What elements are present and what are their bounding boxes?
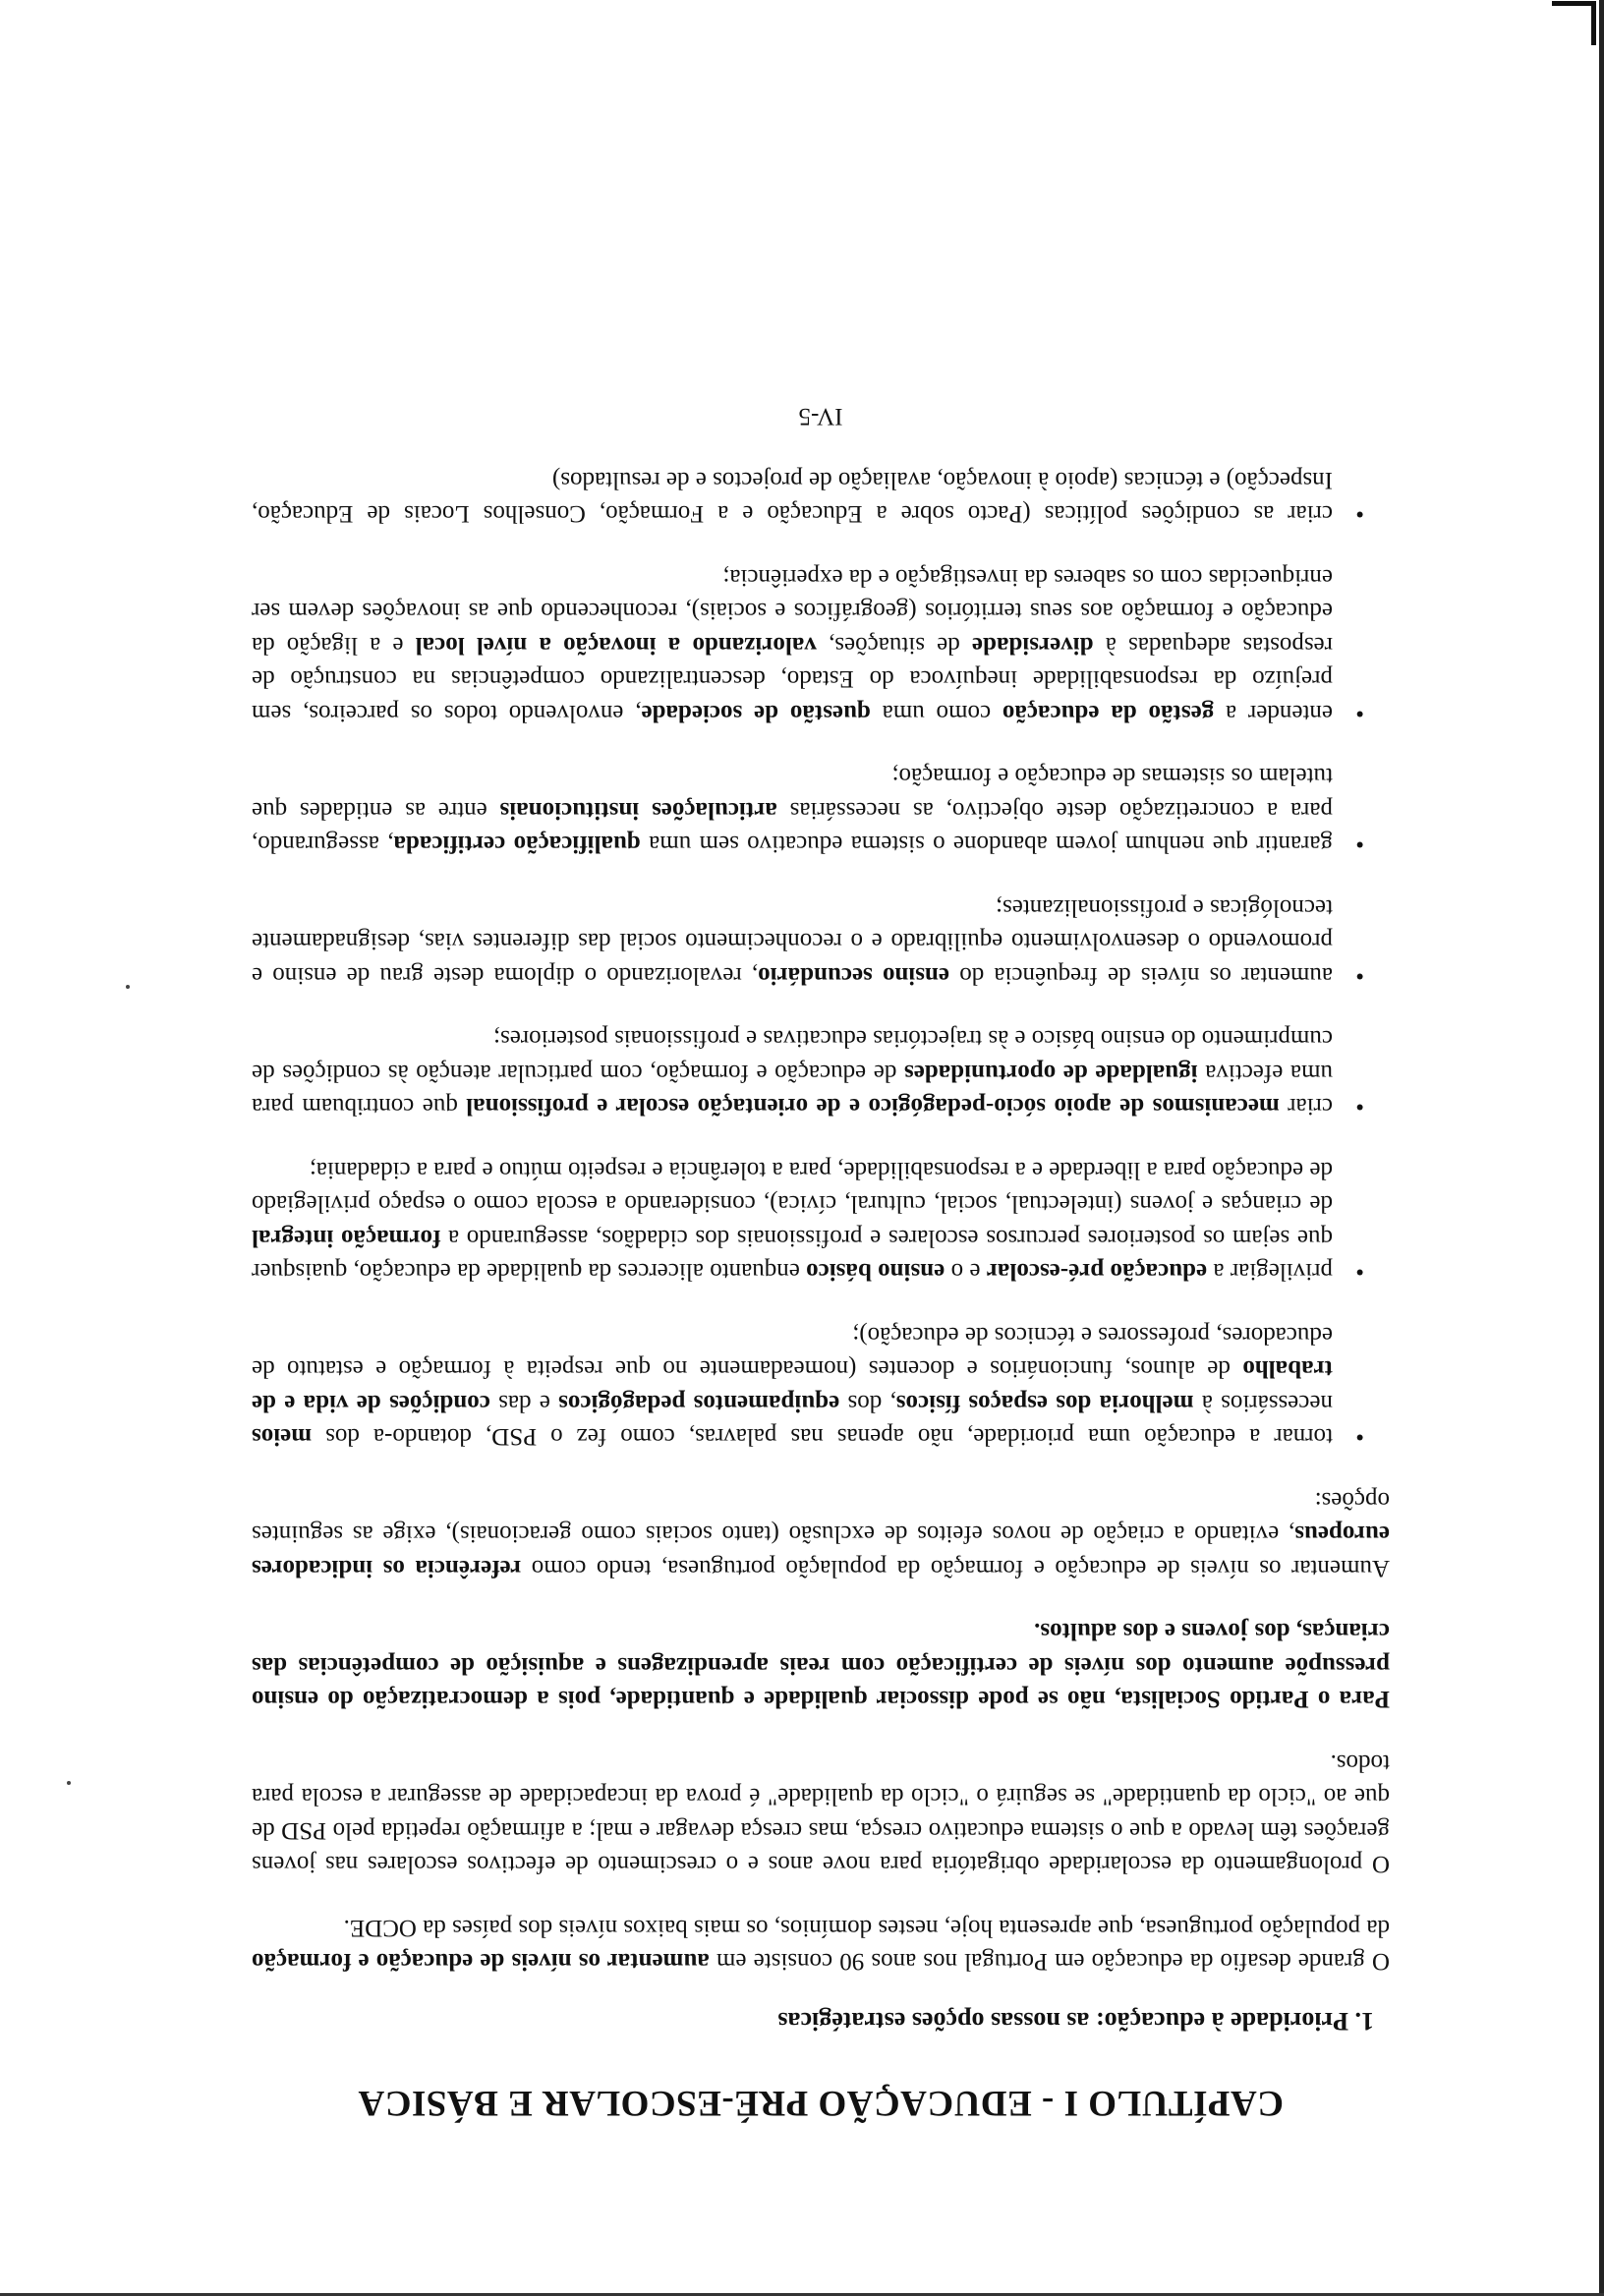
paragraph-1: O grande desafio da educação em Portugal nos anos 90 consiste em aumentar os níveis de educação e formação da população portuguesa, que apresenta hoje, nestes domínios, os mais baixos níveis dos países da OCDE. bbox=[252, 1915, 1390, 1976]
options-list bbox=[252, 463, 1390, 1454]
list-item: • privilegiar a educação pré-escolar e o ensino básico enquanto alicerces da qualidade da educação, quaisquer que sejam os posteriores percursos escolares e profissionais dos cidadãos, assegurando a formação integral de crianças e jovens (intelectual, social, cultural, cívica), considerando a escola como o espaço privilegiado de educação para a liberdade e a responsabilidade, para a tolerância e respeito mútuo e para a cidadania; bbox=[252, 1153, 1364, 1289]
scan-border-left bbox=[1599, 0, 1604, 2296]
scan-speck bbox=[126, 985, 130, 989]
chapter-title: CAPÍTULO I - EDUCAÇÃO PRÉ-ESCOLAR E BÁSICA bbox=[358, 2083, 1284, 2123]
list-item: • garantir que nenhum jovem abandone o sistema educativo sem uma qualificação certificada, assegurando, para a concretização deste objectivo, as necessárias articulações institucionais entre as entidades que tutelam os sistemas de educação e formação; bbox=[252, 759, 1364, 861]
list-item: • entender a gestão da educação como uma questão de sociedade, envolvendo todos os parceiros, sem prejuízo da responsabilidade inequívoca do Estado, descentralizando competências na construção de respostas adequadas à diversidade de situações, valorizando a inovação a nível local e a ligação da educação e formação aos seus territórios (geográficos e sociais), reconhecendo que as inovações devem ser enriquecidas com os saberes da investigação e da experiência; bbox=[252, 560, 1364, 730]
page-number: IV-5 bbox=[798, 403, 843, 430]
bullet-icon: • bbox=[1355, 962, 1364, 989]
bullet-icon: • bbox=[1355, 831, 1364, 858]
bullet-icon: • bbox=[1355, 1423, 1364, 1451]
document-body bbox=[252, 399, 1390, 2124]
list-item: • criar as condições políticas (Pacto sobre a Educação e a Formação, Conselhos Locais de Educação, Inspecção) e técnicas (apoio à inovação, avaliação de projectos e de resultados) bbox=[252, 463, 1364, 531]
list-item: • aumentar os níveis de frequência do ensino secundário, revalorizando o diploma deste grau de ensino e promovendo o desenvolvimento equilibrado e o reconhecimento social das diferentes vias, designadamente tecnológicas e profissionalizantes; bbox=[252, 890, 1364, 993]
bullet-icon: • bbox=[1355, 700, 1364, 726]
bullet-icon: • bbox=[1355, 1093, 1364, 1120]
list-item: • tornar a educação uma prioridade, não apenas nas palavras, como fez o PSD, dotando-a dos meios necessários à melhoria dos espaços físicos, dos equipamentos pedagógicos e das condições de vida e de trabalho de alunos, funcionários e docentes (nomeadamente no que respeita à formação e estatuto de educadores, professores e técnicos de educação); bbox=[252, 1318, 1364, 1454]
bullet-icon: • bbox=[1355, 500, 1364, 528]
paragraph-4: Aumentar os níveis de educação e formação da população portuguesa, tendo como referência os indicadores europeus, evitando a criação de novos efeitos de exclusão (tanto sociais como geracionais), exige as seguintes opções: bbox=[252, 1487, 1390, 1581]
list-item: • criar mecanismos de apoio sócio-pedagógico e de orientação escolar e profissional que contribuam para uma efectiva igualdade de oportunidades de educação e formação, com particular atenção às condições de cumprimento do ensino básico e às trajectórias educativas e profissionais posteriores; bbox=[252, 1021, 1364, 1123]
scan-corner-mark bbox=[1552, 1, 1596, 45]
scan-speck bbox=[67, 1781, 71, 1785]
section-title: 1. Prioridade à educação: as nossas opções estratégicas bbox=[777, 2007, 1374, 2036]
paragraph-3: Para o Partido Socialista, não se pode dissociar qualidade e quantidade, pois a democratização do ensino pressupõe aumento dos níveis de certificação com reais aprendizagens e aquisição de competências das crianças, dos jovens e dos adultos. bbox=[252, 1618, 1390, 1713]
paragraph-2: O prolongamento da escolaridade obrigatória para nove anos e o crescimento de efectivos escolares nas jovens gerações têm levado a que o sistema educativo cresça, mas cresça devagar e mal; a afirmação repetida pelo PSD de que ao "ciclo da quantidade" se seguirá o "ciclo da qualidade" é prova da incapacidade de assegurar a escola para todos. bbox=[252, 1750, 1390, 1878]
bullet-icon: • bbox=[1355, 1258, 1364, 1286]
